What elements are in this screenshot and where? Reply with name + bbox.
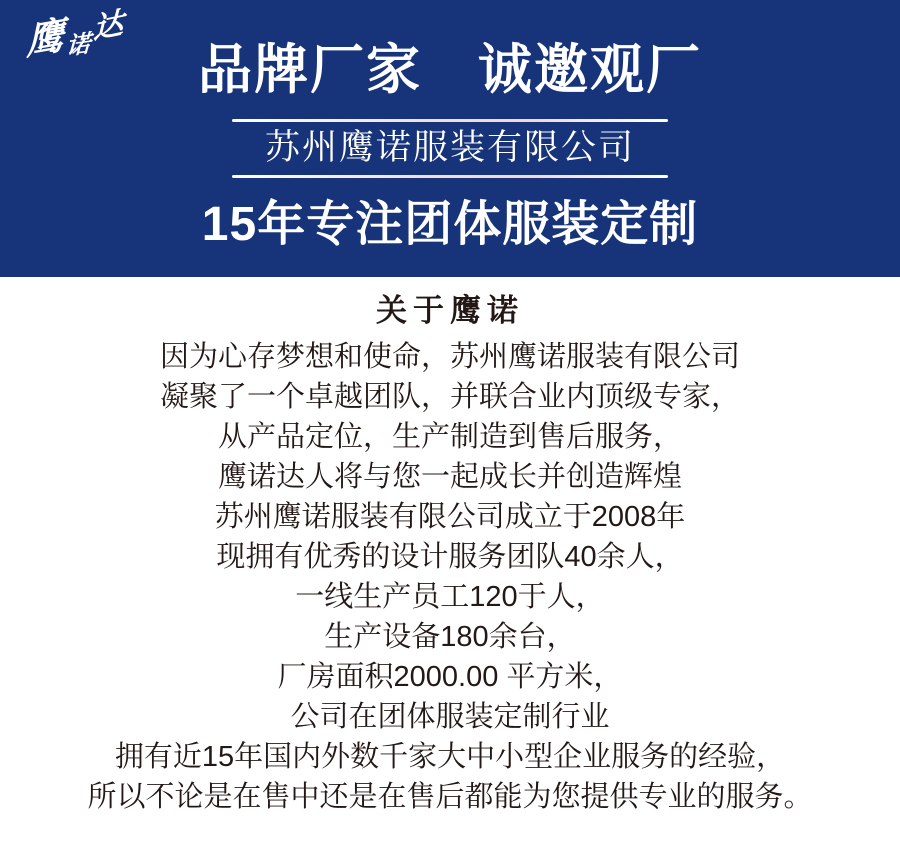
about-section xyxy=(0,277,900,817)
about-line: 因为心存梦想和使命，苏州鹰诺服装有限公司 xyxy=(159,341,740,373)
about-line: 所以不论是在售中还是在售后都能为您提供专业的服务。 xyxy=(87,781,813,813)
company-name: 苏州鹰诺服装有限公司 xyxy=(264,127,635,167)
about-line: 凝聚了一个卓越团队，并联合业内顶级专家， xyxy=(159,381,740,413)
about-line: 厂房面积2000.00 平方米， xyxy=(277,661,623,693)
about-line: 生产设备180余台， xyxy=(324,621,576,653)
about-line: 拥有近15年国内外数千家大中小型企业服务的经验， xyxy=(114,741,786,773)
divider-line-bottom xyxy=(232,175,668,178)
about-line: 一线生产员工120于人， xyxy=(295,581,605,613)
about-line: 公司在团体服装定制行业 xyxy=(290,701,610,733)
about-heading: 关于鹰诺 xyxy=(376,293,524,328)
main-title: 品牌厂家 诚邀观厂 xyxy=(198,40,702,100)
subtitle-15-years: 15年专注团体服装定制 xyxy=(201,197,699,251)
about-body xyxy=(0,337,900,817)
about-line: 从产品定位，生产制造到售后服务， xyxy=(217,421,682,453)
about-line: 鹰诺达人将与您一起成长并创造辉煌 xyxy=(217,461,682,493)
logo-glyph-da: 达 xyxy=(92,6,124,46)
logo-glyph-ying: 鹰 xyxy=(25,15,65,64)
header-banner xyxy=(0,0,900,277)
about-line: 苏州鹰诺服装有限公司成立于2008年 xyxy=(214,501,686,533)
about-line: 现拥有优秀的设计服务团队40余人， xyxy=(216,541,684,573)
logo-glyph-nuo: 诺 xyxy=(65,30,91,61)
